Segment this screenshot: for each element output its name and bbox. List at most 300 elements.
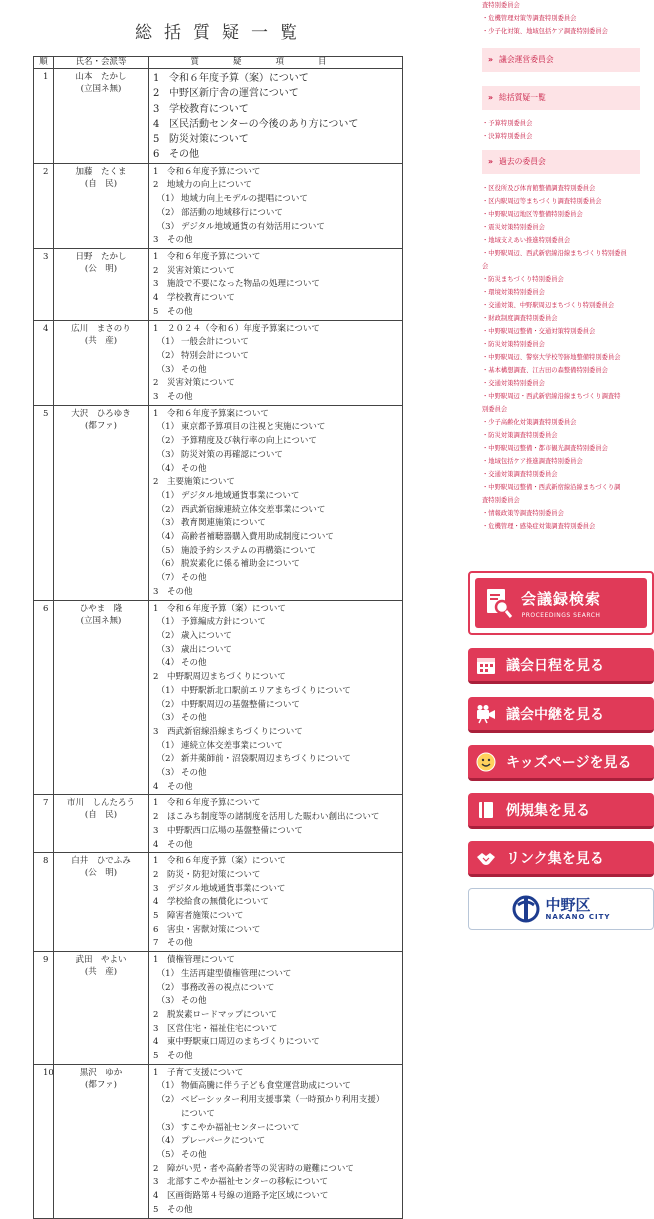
question-item (153, 685, 400, 699)
question-item-number: （2） (156, 436, 179, 447)
kids-page-button[interactable] (468, 745, 654, 781)
question-item (153, 896, 400, 910)
row-number: 7 (34, 795, 54, 853)
sidebar-link[interactable]: ・中野駅周辺整備・都市観光調査特別委員会 (482, 445, 608, 452)
member-name: 黒沢 ゆか (79, 1067, 123, 1078)
question-item (153, 147, 400, 162)
question-item (153, 207, 400, 221)
member-name: 広川 まさのり (71, 323, 131, 334)
sidebar-item-label: 過去の委員会 (499, 157, 546, 166)
question-item-text: デジタル地域通貨事業について (167, 883, 286, 894)
question-item-text: 中野駅周辺まちづくりについて (167, 672, 286, 683)
sidebar-item-label: 議会運営委員会 (499, 55, 554, 64)
question-item (153, 954, 400, 968)
past-committee-links (482, 182, 640, 533)
question-item-number: （1） (156, 968, 179, 979)
question-item-text: 学校教育について (167, 293, 235, 304)
links-button[interactable] (468, 841, 654, 877)
sidebar-link[interactable]: ・交通対策、中野駅周辺まちづくり特別委員会 (482, 302, 615, 309)
sidebar-item-past-committees[interactable] (482, 150, 640, 174)
nakano-name-en: NAKANO CITY (545, 912, 611, 921)
question-item-text: 施設予約システムの再構築について (181, 545, 316, 556)
question-item-number: （3） (156, 1122, 179, 1133)
question-item (153, 408, 400, 422)
table-row (34, 795, 403, 853)
row-number: 1 (34, 69, 54, 164)
table-row (34, 600, 403, 795)
question-item-text: 令和６年度予算について (167, 252, 261, 262)
sidebar-item-sokatsu[interactable] (482, 86, 640, 110)
question-item (153, 1023, 400, 1037)
sidebar-link[interactable]: 査特別委員会 (482, 497, 520, 504)
question-item-number: 1 (153, 323, 159, 334)
question-item-text: 防災・防犯対策について (167, 869, 261, 880)
proceedings-search-button[interactable] (468, 571, 654, 635)
question-item-number: 4 (153, 1191, 159, 1202)
question-item-text: その他 (167, 586, 193, 597)
sidebar-link[interactable]: ・基本構想調査、江古田の森整備特別委員会 (482, 367, 608, 374)
schedule-button-label: 議会日程を見る (506, 657, 604, 674)
sidebar-item-giin-unei[interactable] (482, 48, 640, 72)
question-item (153, 1190, 400, 1204)
sidebar-link[interactable]: ・中野駅周辺、警察大学校等跡地整備特別委員会 (482, 354, 621, 361)
sidebar-link[interactable]: ・防災対策調査特別委員会 (482, 432, 558, 439)
question-item-number: （1） (156, 337, 179, 348)
chevron-right-icon: » (488, 157, 494, 166)
question-item (153, 968, 400, 982)
question-item (153, 364, 400, 378)
reiki-button-label: 例規集を見る (506, 802, 590, 819)
question-item-number: 1 (153, 73, 160, 84)
member-name: 加藤 たくま (75, 166, 127, 177)
question-item-number: （4） (156, 463, 179, 474)
question-item (153, 1067, 400, 1081)
question-item (153, 811, 400, 825)
table-row (34, 320, 403, 405)
question-item (153, 531, 400, 545)
question-item-text: その他 (181, 768, 207, 779)
question-item-number: 4 (153, 118, 160, 130)
question-item (153, 166, 400, 180)
member-party: (共 産) (84, 967, 118, 978)
question-item (153, 490, 400, 504)
question-item-number: （2） (156, 504, 179, 515)
question-items-cell (149, 952, 403, 1065)
question-item (153, 982, 400, 996)
question-item-text: その他 (181, 573, 207, 584)
question-item (153, 1135, 400, 1149)
question-item-number: 3 (153, 392, 159, 403)
question-item-text: その他 (181, 1150, 207, 1160)
question-item-text: 災害対策について (167, 265, 235, 276)
kids-page-button-label: キッズページを見る (506, 754, 632, 771)
question-item-text: その他 (167, 392, 193, 403)
member-party: (共 産) (84, 335, 118, 346)
question-item (153, 1163, 400, 1177)
question-item (153, 1204, 400, 1218)
question-item (153, 699, 400, 713)
member-cell (54, 320, 149, 405)
question-item-number: （1） (156, 740, 179, 751)
question-item (153, 586, 400, 600)
question-item-number: （3） (156, 713, 179, 724)
sidebar-link[interactable]: ・少子化対策、地域包括ケア調査特別委員会 (482, 28, 608, 35)
question-item (153, 234, 400, 248)
question-item (153, 572, 400, 586)
sidebar-link[interactable]: ・中野駅周辺地区等整備特別委員会 (482, 211, 583, 218)
nakano-emblem-icon (512, 894, 540, 924)
member-party: (公 明) (84, 868, 118, 879)
member-cell (54, 69, 149, 164)
question-item (153, 435, 400, 449)
table-row (34, 163, 403, 248)
question-item-number: 3 (153, 1177, 159, 1188)
table-header-row (34, 57, 403, 69)
question-item-number: （3） (156, 518, 179, 529)
question-item-text: 学校給食の無償化について (167, 897, 269, 908)
question-item-text: 令和６年度予算（案）について (167, 856, 286, 867)
question-item-text: 高齢者補聴器購入費用助成制度について (181, 532, 334, 543)
question-item (153, 671, 400, 685)
question-item (153, 251, 400, 265)
question-item-number: 1 (153, 955, 159, 966)
question-item-number: 2 (153, 88, 160, 100)
links-button-label: リンク集を見る (506, 850, 604, 867)
table-row (34, 1064, 403, 1218)
member-party: (都ファ) (85, 1079, 117, 1090)
row-number: 8 (34, 853, 54, 952)
member-cell (54, 600, 149, 795)
question-item-text: その他 (167, 306, 193, 317)
member-cell (54, 405, 149, 600)
search-text-group (521, 588, 601, 619)
question-items-cell (149, 163, 403, 248)
document-title: 総括質疑一覧 (135, 23, 309, 43)
question-item-number: （2） (156, 1095, 179, 1106)
table-row (34, 69, 403, 164)
question-item-text: 災害対策について (167, 378, 235, 389)
member-name: ひやま 隆 (79, 603, 123, 614)
question-items-cell (149, 600, 403, 795)
question-item (153, 937, 400, 951)
sidebar-link[interactable]: ・交通対策特別委員会 (482, 380, 545, 387)
row-number: 6 (34, 600, 54, 795)
question-item-number: 2 (153, 180, 159, 191)
question-item-text: ベビーシッター利用支援事業（一時預かり利用支援） (181, 1095, 385, 1106)
table-row (34, 405, 403, 600)
question-item-number: 4 (153, 781, 159, 792)
member-name: 山本 たかし (75, 72, 127, 82)
question-item-number: （7） (156, 573, 179, 584)
question-item-number: （2） (156, 207, 179, 218)
question-item-number: （1） (156, 1081, 179, 1092)
question-item-number: 4 (153, 839, 159, 850)
question-item-number: 3 (153, 586, 159, 597)
sidebar-link[interactable]: ・地域支えあい推進特別委員会 (482, 237, 571, 244)
question-item-number: （2） (156, 982, 179, 993)
question-item (153, 306, 400, 320)
question-item-number: 2 (153, 1009, 159, 1020)
question-item-text: デジタル地域通貨事業について (181, 490, 300, 501)
question-item-number: 2 (153, 378, 159, 389)
table-row (34, 853, 403, 952)
sidebar-link[interactable]: 査特別委員会 (482, 2, 520, 9)
question-item-text: 令和６年度予算（案）について (167, 603, 286, 614)
question-item (153, 1108, 400, 1122)
question-item (153, 1080, 400, 1094)
question-item (153, 726, 400, 740)
header-items: 質疑項目 (149, 57, 403, 69)
broadcast-button[interactable] (468, 697, 654, 733)
sidebar-link[interactable]: ・環境対策特別委員会 (482, 289, 545, 296)
question-item-number: （3） (156, 768, 179, 779)
question-item (153, 869, 400, 883)
sidebar-item-label: 総括質疑一覧 (499, 93, 546, 102)
question-item-number: （3） (156, 221, 179, 232)
question-item (153, 391, 400, 405)
question-item (153, 421, 400, 435)
question-item-text: その他 (167, 938, 193, 949)
document-search-icon (485, 587, 513, 619)
question-item (153, 265, 400, 279)
question-item (153, 179, 400, 193)
question-item-text: 一般会計について (181, 337, 249, 348)
question-item-number: 3 (153, 279, 159, 290)
sidebar-link[interactable]: ・少子高齢化対策調査特別委員会 (482, 419, 577, 426)
question-item-number: 1 (153, 252, 159, 262)
nakano-name: 中野区 (545, 895, 591, 914)
row-number: 10 (34, 1064, 54, 1218)
question-item (153, 193, 400, 207)
question-item (153, 476, 400, 490)
question-item-number: （1） (156, 490, 179, 501)
question-item-number: 5 (153, 134, 160, 146)
question-item (153, 1149, 400, 1163)
question-item-text: その他 (167, 1204, 193, 1215)
question-item-text: 脱炭素ロードマップについて (167, 1009, 277, 1020)
question-item-text: その他 (181, 658, 207, 669)
question-item-text: 令和６年度予算案について (167, 408, 269, 419)
member-party: (立国ネ無) (80, 615, 122, 626)
row-number: 9 (34, 952, 54, 1065)
row-number: 4 (34, 320, 54, 405)
question-item (153, 924, 400, 938)
sidebar-link[interactable]: 別委員会 (482, 406, 508, 413)
handshake-icon (476, 848, 496, 868)
question-item (153, 883, 400, 897)
sidebar-link[interactable]: ・財政制度調査特別委員会 (482, 315, 558, 322)
question-item-text: ほこみち制度等の諸制度を活用した賑わい創出について (167, 812, 380, 823)
question-item-number: 3 (153, 103, 160, 115)
question-item-text: 主要施策について (167, 477, 235, 488)
nakano-city-logo-link[interactable] (468, 888, 654, 930)
question-item-number: 2 (153, 265, 159, 276)
member-name: 武田 やよい (75, 955, 127, 966)
sidebar-link[interactable]: ・防災まちづくり特別委員会 (482, 276, 564, 283)
summary-question-document (33, 18, 403, 1215)
question-item-text: 障害者施策について (167, 911, 244, 922)
question-item (153, 86, 400, 101)
sidebar-link[interactable]: ・震災対策特別委員会 (482, 224, 545, 231)
sidebar-link[interactable]: ・交通対策調査特別委員会 (482, 471, 558, 478)
question-item-text: 東京都予算項目の注視と実施について (181, 422, 326, 433)
question-item-number: 5 (153, 911, 159, 922)
question-item-number: （6） (156, 559, 179, 570)
member-name: 大沢 ひろゆき (71, 408, 131, 419)
question-item-text: その他 (181, 364, 207, 375)
question-item-number: 6 (153, 924, 159, 935)
member-party: (公 明) (84, 264, 118, 274)
member-cell (54, 952, 149, 1065)
question-item-text: 連続立体交差事業について (181, 740, 283, 751)
header-no: 順 (34, 57, 54, 69)
question-item-number: 1 (153, 408, 159, 419)
question-item (153, 545, 400, 559)
question-item (153, 463, 400, 477)
sidebar-link[interactable]: ・情報政策等調査特別委員会 (482, 510, 564, 517)
question-item-text: デジタル地域通貨の有効活用について (181, 221, 325, 232)
question-item (153, 712, 400, 726)
question-item (153, 278, 400, 292)
question-item-text: 施設で不要になった物品の処理について (167, 279, 320, 290)
question-item (153, 350, 400, 364)
row-number: 3 (34, 249, 54, 321)
reiki-button[interactable] (468, 793, 654, 829)
question-item-text: 地域力向上モデルの提唱について (181, 194, 308, 205)
question-item (153, 504, 400, 518)
question-item-number: （2） (156, 699, 179, 710)
question-item-text: 北部すこやか福祉センターの移転について (167, 1177, 328, 1188)
schedule-button[interactable] (468, 648, 654, 684)
question-item-text: 生活再建型債権管理について (181, 968, 292, 979)
question-items-cell (149, 1064, 403, 1218)
question-item-number: 2 (153, 672, 159, 683)
question-item-number: 4 (153, 293, 159, 304)
sidebar-link[interactable]: ・中野駅周辺整備・交通対策特別委員会 (482, 328, 596, 335)
question-item (153, 221, 400, 235)
question-item-text: 地域力の向上について (167, 180, 252, 191)
question-item-number: （3） (156, 996, 179, 1007)
question-item-text: 部活動の地域移行について (181, 207, 283, 218)
sidebar-link[interactable]: ・中野駅周辺・西武新宿線沿線まちづくり調査特 (482, 393, 621, 400)
sokatsu-links (482, 117, 640, 143)
sidebar-link[interactable]: ・区役所及び体育館整備調査特別委員会 (482, 185, 596, 192)
sidebar-link[interactable]: ・防災対策特別委員会 (482, 341, 545, 348)
sidebar-link[interactable]: ・危機管理・感染症対策調査特別委員会 (482, 523, 596, 530)
question-item (153, 995, 400, 1009)
question-item-text: 債権管理について (167, 955, 235, 966)
question-item-number: （3） (156, 644, 179, 655)
question-item-text: 新井薬師前・沼袋駅周辺まちづくりについて (181, 754, 351, 765)
question-item-text: すこやか福祉センターについて (181, 1122, 300, 1133)
question-item-text: 子育て支援について (167, 1067, 244, 1078)
question-items-cell (149, 795, 403, 853)
question-item-number: 4 (153, 897, 159, 908)
question-item-number: 3 (153, 235, 159, 246)
member-cell (54, 853, 149, 952)
question-item-number: 4 (153, 1037, 159, 1048)
row-number: 5 (34, 405, 54, 600)
sidebar-link[interactable]: ・地域包括ケア推進調査特別委員会 (482, 458, 583, 465)
calendar-icon (476, 655, 496, 675)
search-title: 会議録検索 (521, 589, 602, 608)
question-item (153, 767, 400, 781)
question-item-number: 5 (153, 1051, 159, 1062)
question-item-number: （2） (156, 350, 179, 361)
question-item-text: 東中野駅東口周辺のまちづくりについて (167, 1037, 320, 1048)
question-item-number: 1 (153, 856, 159, 867)
question-item (153, 117, 400, 132)
nakano-wordmark (545, 895, 611, 921)
question-item-number: （1） (156, 617, 179, 628)
sidebar-link[interactable]: 会 (482, 263, 489, 270)
member-cell (54, 795, 149, 853)
sidebar-link[interactable]: ・決算特別委員会 (482, 133, 533, 140)
question-item (153, 839, 400, 853)
question-item-text: 特別会計について (181, 350, 249, 361)
question-item-number: （3） (156, 364, 179, 375)
search-subtitle: PROCEEDINGS SEARCH (521, 611, 601, 619)
question-item-text: その他 (167, 839, 193, 850)
question-item-number: 2 (153, 1163, 159, 1174)
sidebar-link[interactable]: ・中野駅周辺、西武新宿線沿線まちづくり特別委員 (482, 250, 627, 257)
question-item-text: 教育関連施策について (181, 518, 266, 529)
question-items-cell (149, 853, 403, 952)
question-item-text: 防災対策について (169, 134, 249, 146)
question-item-text: 防災対策の再確認について (181, 449, 283, 460)
table-row (34, 952, 403, 1065)
sidebar-link[interactable]: ・区内駅周辺等まちづくり調査特別委員会 (482, 198, 602, 205)
question-item-text: 歳出について (181, 644, 232, 655)
question-item-text: 害虫・害獣対策について (167, 924, 261, 935)
question-item (153, 1094, 400, 1108)
sidebar-link[interactable]: ・予算特別委員会 (482, 120, 533, 127)
question-item (153, 71, 400, 86)
question-item (153, 644, 400, 658)
question-item-number: 1 (153, 1067, 159, 1078)
question-item-text: 区民活動センターの今後のあり方について (169, 118, 359, 130)
question-item-number: 3 (153, 883, 159, 894)
question-item (153, 377, 400, 391)
member-name: 市川 しんたろう (66, 798, 135, 809)
member-cell (54, 1064, 149, 1218)
question-item-text: 中野駅西口広場の基盤整備について (167, 825, 303, 836)
question-item (153, 603, 400, 617)
question-item-number: 1 (153, 798, 159, 809)
sidebar-link[interactable]: ・中野駅周辺整備・西武新宿線沿線まちづくり調 (482, 484, 621, 491)
question-item-text: その他 (181, 996, 207, 1007)
question-item-text: 事務改善の視点について (181, 982, 275, 993)
question-item-text: その他 (181, 463, 207, 474)
question-item-text: 中野区新庁舎の運営について (169, 88, 299, 100)
question-item-number: 6 (153, 149, 160, 161)
question-item (153, 616, 400, 630)
question-item-text: 予算精度及び執行率の向上について (181, 436, 317, 447)
question-item (153, 1122, 400, 1136)
question-item-number: （2） (156, 630, 179, 641)
chevron-right-icon: » (488, 55, 494, 64)
question-item-text: 西武新宿線連続立体交差事業について (181, 504, 326, 515)
question-item-number: （3） (156, 449, 179, 460)
member-party: (自 民) (84, 810, 118, 821)
sidebar-link[interactable]: ・危機管理対策等調査特別委員会 (482, 15, 577, 22)
question-item-text: 予算編成方針について (181, 617, 266, 628)
question-item (153, 1050, 400, 1064)
question-item-number: 2 (153, 812, 159, 823)
chevron-right-icon: » (488, 93, 494, 102)
question-item-number: （4） (156, 658, 179, 669)
question-items-cell (149, 249, 403, 321)
